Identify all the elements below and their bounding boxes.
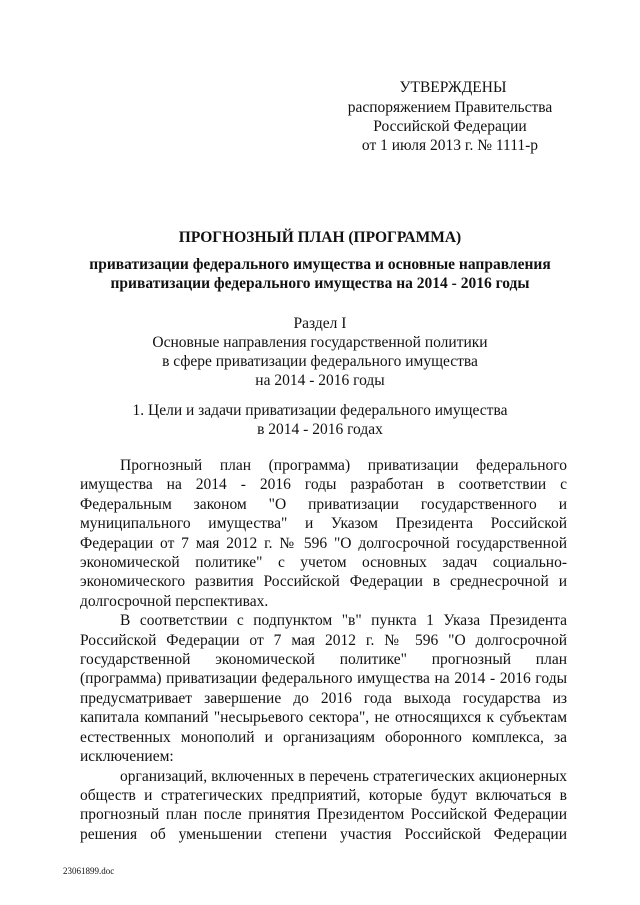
- approval-line-1: распоряжением Правительства: [347, 99, 553, 116]
- paragraph: В соответствии с подпунктом "в" пункта 1 Указа Президента Российской Федерации от 7 мая 2012 г. № 596 "О долгосрочной государственной экономической политике" прогнозный план (программа) приватизации федерального имущества на 2014 - 2016 годы предусматривает завершение до 2016 года выхода государства из капитала компаний "несырьевого сектора", не относящихся к субъектам естественных монополий и организациям оборонного комплекса, за исключением:: [80, 612, 567, 766]
- section-line-3: на 2014 - 2016 годы: [255, 372, 385, 389]
- paragraph: Прогнозный план (программа) приватизации федерального имущества на 2014 - 2016 годы разработан в соответствии с Федеральным законом "О приватизации государственного и муниципального имущества" и Указом Президента Российской Федерации от 7 мая 2012 г. № 596 "О долгосрочной государственной экономической политике" с учетом основных задач социально-экономического развития Российской Федерации в среднесрочной и долгосрочной перспективах.: [80, 457, 567, 610]
- goals-line-2: в 2014 - 2016 годах: [257, 421, 383, 438]
- subtitle-line-2: приватизации федерального имущества на 2014 - 2016 годы: [110, 275, 530, 292]
- approval-line-3: от 1 июля 2013 г. № 1111-р: [361, 137, 539, 154]
- section-label: Раздел I: [293, 315, 347, 332]
- paragraph: организаций, включенных в перечень стратегических акционерных обществ и стратегических предприятий, которые будут включаться в прогнозный план после принятия Президентом Российской Федерации решения об уменьшении степени участия Российской Федерации: [80, 767, 567, 843]
- document-subtitle: [60, 255, 580, 293]
- document-file-id: 23061899.doc: [63, 866, 115, 876]
- approval-stamp: [330, 78, 570, 155]
- goals-heading: [60, 401, 580, 439]
- subtitle-line-1: приватизации федерального имущества и основные направления: [89, 256, 551, 273]
- section-line-2: в сфере приватизации федерального имущества: [162, 353, 478, 370]
- body-text: [80, 456, 567, 844]
- section-line-1: Основные направления государственной политики: [152, 334, 488, 351]
- section-heading: [60, 314, 580, 390]
- goals-line-1: 1. Цели и задачи приватизации федерального имущества: [132, 402, 508, 419]
- approval-title: УТВЕРЖДЕНЫ: [399, 79, 507, 96]
- approval-line-2: Российской Федерации: [373, 118, 527, 135]
- document-title: ПРОГНОЗНЫЙ ПЛАН (ПРОГРАММА): [178, 229, 462, 246]
